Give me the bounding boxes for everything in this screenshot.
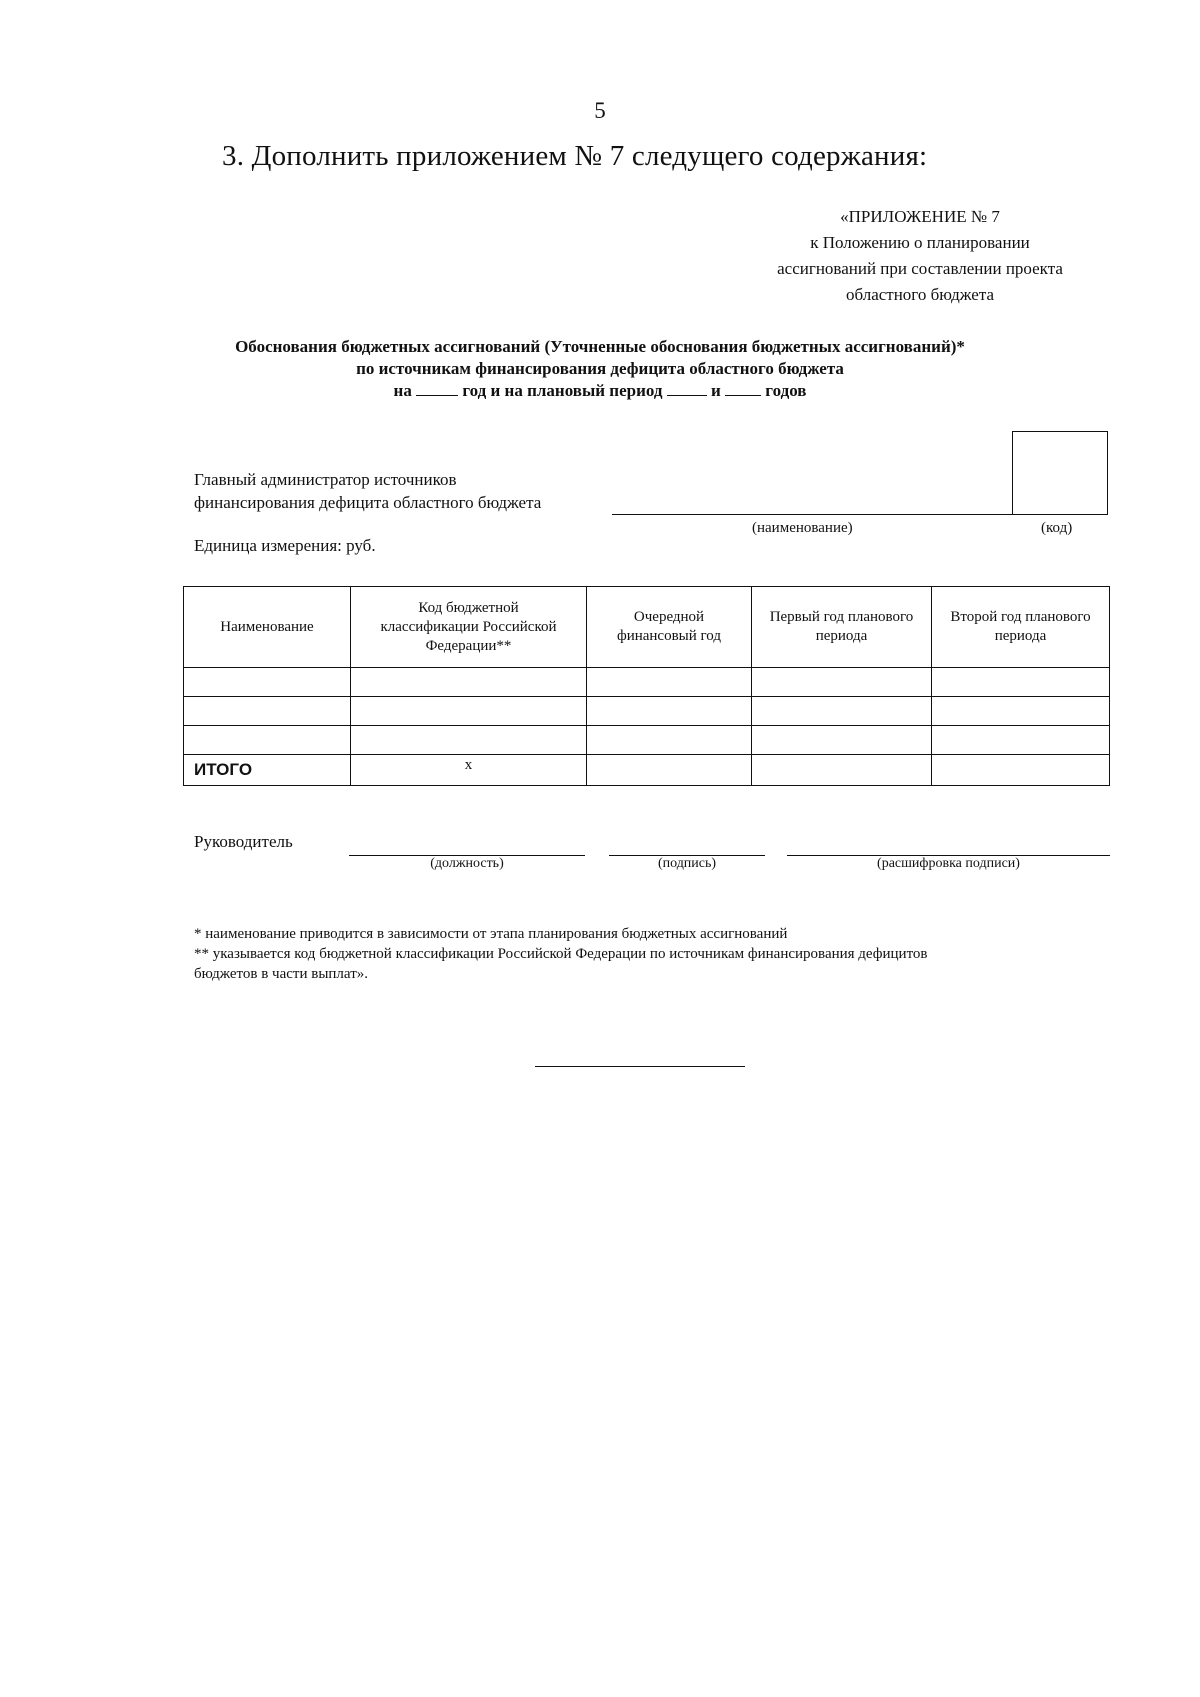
table-cell xyxy=(587,668,752,697)
end-separator-line xyxy=(535,1066,745,1067)
amendment-heading: 3. Дополнить приложением № 7 следущего содержания: xyxy=(222,140,928,172)
form-title-line-2: по источникам финансирования дефицита областного бюджета xyxy=(356,359,844,378)
table-cell xyxy=(184,697,351,726)
footnote-1: * наименование приводится в зависимости от этапа планирования бюджетных ассигнований xyxy=(194,926,788,942)
header-first-plan-year: Первый год планового периода xyxy=(752,587,932,668)
plan-year-2-blank xyxy=(725,381,761,396)
plan-year-1-blank xyxy=(667,381,707,396)
table-row xyxy=(184,697,1110,726)
total-label: ИТОГО xyxy=(184,755,351,786)
administrator-label-line-1: Главный администратор источников xyxy=(194,470,457,489)
table-cell xyxy=(351,697,587,726)
appendix-header xyxy=(740,204,1100,308)
appendix-line-3: ассигнований при составлении проекта xyxy=(777,259,1063,278)
appendix-line-4: областного бюджета xyxy=(845,285,994,304)
header-current-year: Очередной финансовый год xyxy=(587,587,752,668)
footnotes xyxy=(194,924,928,984)
table-row xyxy=(184,668,1110,697)
allocations-table xyxy=(183,586,1110,786)
decoding-caption: (расшифровка подписи) xyxy=(877,856,1020,871)
administrator-code-caption: (код) xyxy=(1041,520,1073,536)
unit-of-measure: Единица измерения: руб. xyxy=(194,536,376,555)
title-word-years: годов xyxy=(765,381,807,400)
title-word-na: на xyxy=(393,381,412,400)
appendix-line-2: к Положению о планировании xyxy=(810,233,1030,252)
table-cell xyxy=(184,726,351,755)
table-cell xyxy=(932,755,1110,786)
total-code-mark: х xyxy=(351,755,587,786)
table-cell xyxy=(752,697,932,726)
header-budget-code: Код бюджетной классификации Российской Федерации** xyxy=(351,587,587,668)
table-cell xyxy=(587,697,752,726)
form-title xyxy=(0,336,1200,402)
form-title-line-3 xyxy=(0,380,1200,402)
appendix-line-1: «ПРИЛОЖЕНИЕ № 7 xyxy=(840,207,1000,226)
footnote-2: ** указывается код бюджетной классификации Российской Федерации по источникам финансирования дефицитов xyxy=(194,946,928,962)
table-cell xyxy=(932,668,1110,697)
table-row xyxy=(184,726,1110,755)
administrator-label xyxy=(194,468,541,514)
page-number: 5 xyxy=(594,98,606,123)
table-cell xyxy=(587,755,752,786)
table-total-row xyxy=(184,755,1110,786)
title-word-year: год и на плановый период xyxy=(462,381,663,400)
table-cell xyxy=(752,755,932,786)
signature-label: Руководитель xyxy=(194,832,293,851)
table-cell xyxy=(932,726,1110,755)
header-second-plan-year: Второй год планового периода xyxy=(932,587,1110,668)
table-cell xyxy=(752,668,932,697)
signature-caption: (подпись) xyxy=(657,856,717,871)
year-blank xyxy=(416,381,458,396)
header-name: Наименование xyxy=(184,587,351,668)
position-caption: (должность) xyxy=(430,856,504,871)
form-title-line-1: Обоснования бюджетных ассигнований (Уточненные обоснования бюджетных ассигнований)* xyxy=(235,337,965,356)
table-cell xyxy=(752,726,932,755)
table-header-row xyxy=(184,587,1110,668)
administrator-label-line-2: финансирования дефицита областного бюджета xyxy=(194,493,542,512)
table-cell xyxy=(184,668,351,697)
table-cell xyxy=(351,726,587,755)
table-cell xyxy=(351,668,587,697)
table-cell xyxy=(932,697,1110,726)
administrator-name-line xyxy=(612,514,1013,515)
administrator-name-caption: (наименование) xyxy=(752,520,853,536)
administrator-code-box xyxy=(1012,431,1108,515)
table-cell xyxy=(587,726,752,755)
footnote-3: бюджетов в части выплат». xyxy=(194,966,368,982)
title-word-and: и xyxy=(710,381,721,400)
